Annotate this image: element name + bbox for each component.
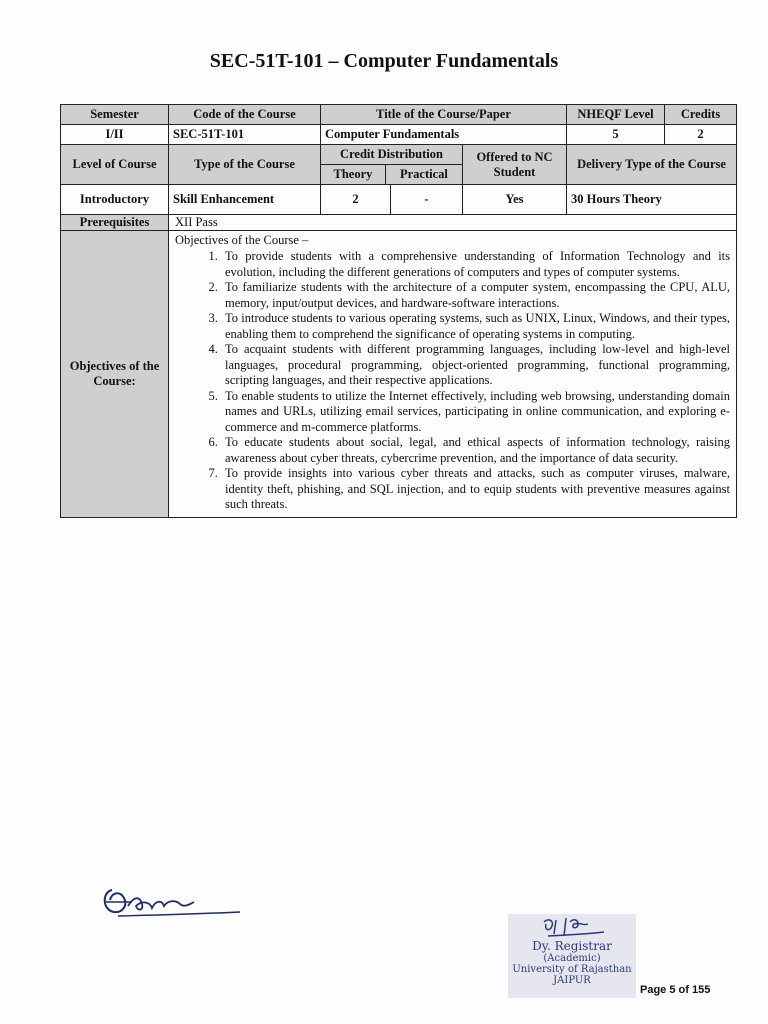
header-semester: Semester bbox=[61, 105, 169, 125]
objective-item: 2. To familiarize students with the architecture of a computer system, encompassing the CPU, ALU, memory, input/output devices, and hardware-software interactions. bbox=[221, 280, 730, 311]
cell-level: Introductory bbox=[61, 185, 169, 215]
objectives-list bbox=[175, 249, 730, 513]
cell-title: Computer Fundamentals bbox=[321, 125, 567, 145]
header-offered: Offered to NC Student bbox=[463, 145, 567, 185]
header-row-2 bbox=[61, 145, 737, 185]
cell-nheqf: 5 bbox=[567, 125, 665, 145]
cell-practical: - bbox=[391, 185, 463, 215]
data-row-1 bbox=[61, 125, 737, 145]
objectives-heading: Objectives of the Course – bbox=[175, 233, 309, 247]
objective-item: 5. To enable students to utilize the Internet effectively, including web browsing, understanding domain names and URLs, utilizing email services, participating in online communication, and exploring e-commerce and m-commerce platforms. bbox=[221, 389, 730, 436]
cell-theory: 2 bbox=[321, 185, 391, 215]
objective-item: 3. To introduce students to various operating systems, such as UNIX, Linux, Windows, and their types, enabling them to comprehend the significance of operating systems in computing. bbox=[221, 311, 730, 342]
header-credit-distribution bbox=[321, 145, 463, 185]
objectives-label: Objectives of the Course: bbox=[61, 231, 169, 518]
header-level: Level of Course bbox=[61, 145, 169, 185]
header-practical: Practical bbox=[385, 165, 462, 185]
header-type: Type of the Course bbox=[169, 145, 321, 185]
objectives-cell bbox=[169, 231, 737, 518]
page-number: Page 5 of 155 bbox=[640, 984, 711, 996]
objective-item: 4. To acquaint students with different programming languages, including low-level and high-level languages, procedural programming, object-oriented programming, functional programming, scripting languages, and their respective applications. bbox=[221, 342, 730, 389]
objectives-row bbox=[61, 231, 737, 518]
course-table bbox=[60, 104, 737, 518]
header-code: Code of the Course bbox=[169, 105, 321, 125]
stamp-line-2: (Academic) bbox=[543, 953, 601, 964]
cell-semester: I/II bbox=[61, 125, 169, 145]
credit-distribution-subheader bbox=[321, 164, 462, 184]
stamp-line-4: JAIPUR bbox=[553, 975, 591, 986]
cell-delivery: 30 Hours Theory bbox=[567, 185, 737, 215]
objective-item: 1. To provide students with a comprehensive understanding of Information Technology and its evolution, including the different generations of computers and types of computer systems. bbox=[221, 249, 730, 280]
page-title: SEC-51T-101 – Computer Fundamentals bbox=[209, 50, 559, 72]
header-row-1 bbox=[61, 105, 737, 125]
cell-offered: Yes bbox=[463, 185, 567, 215]
stamp-line-1: Dy. Registrar bbox=[532, 939, 612, 953]
header-credits: Credits bbox=[665, 105, 737, 125]
header-title: Title of the Course/Paper bbox=[321, 105, 567, 125]
header-theory: Theory bbox=[321, 165, 385, 185]
prerequisites-label: Prerequisites bbox=[61, 215, 169, 231]
header-delivery: Delivery Type of the Course bbox=[567, 145, 737, 185]
data-row-2 bbox=[61, 185, 737, 215]
objective-item: 6. To educate students about social, legal, and ethical aspects of information technology, raising awareness about cyber threats, cybercrime prevention, and the importance of data security. bbox=[221, 435, 730, 466]
registrar-stamp bbox=[508, 914, 636, 998]
stamp-line-3: University of Rajasthan bbox=[512, 964, 632, 975]
cell-code: SEC-51T-101 bbox=[169, 125, 321, 145]
prerequisites-value: XII Pass bbox=[169, 215, 737, 231]
cell-credits: 2 bbox=[665, 125, 737, 145]
cell-type: Skill Enhancement bbox=[169, 185, 321, 215]
credit-distribution-label: Credit Distribution bbox=[340, 147, 443, 161]
objective-item: 7. To provide insights into various cyber threats and attacks, such as computer viruses, malware, identity theft, phishing, and SQL injection, and to equip students with preventive measures against such threats. bbox=[221, 466, 730, 513]
prerequisites-row bbox=[61, 215, 737, 231]
handwritten-signature bbox=[98, 882, 258, 922]
registrar-signature bbox=[508, 914, 636, 940]
header-nheqf: NHEQF Level bbox=[567, 105, 665, 125]
